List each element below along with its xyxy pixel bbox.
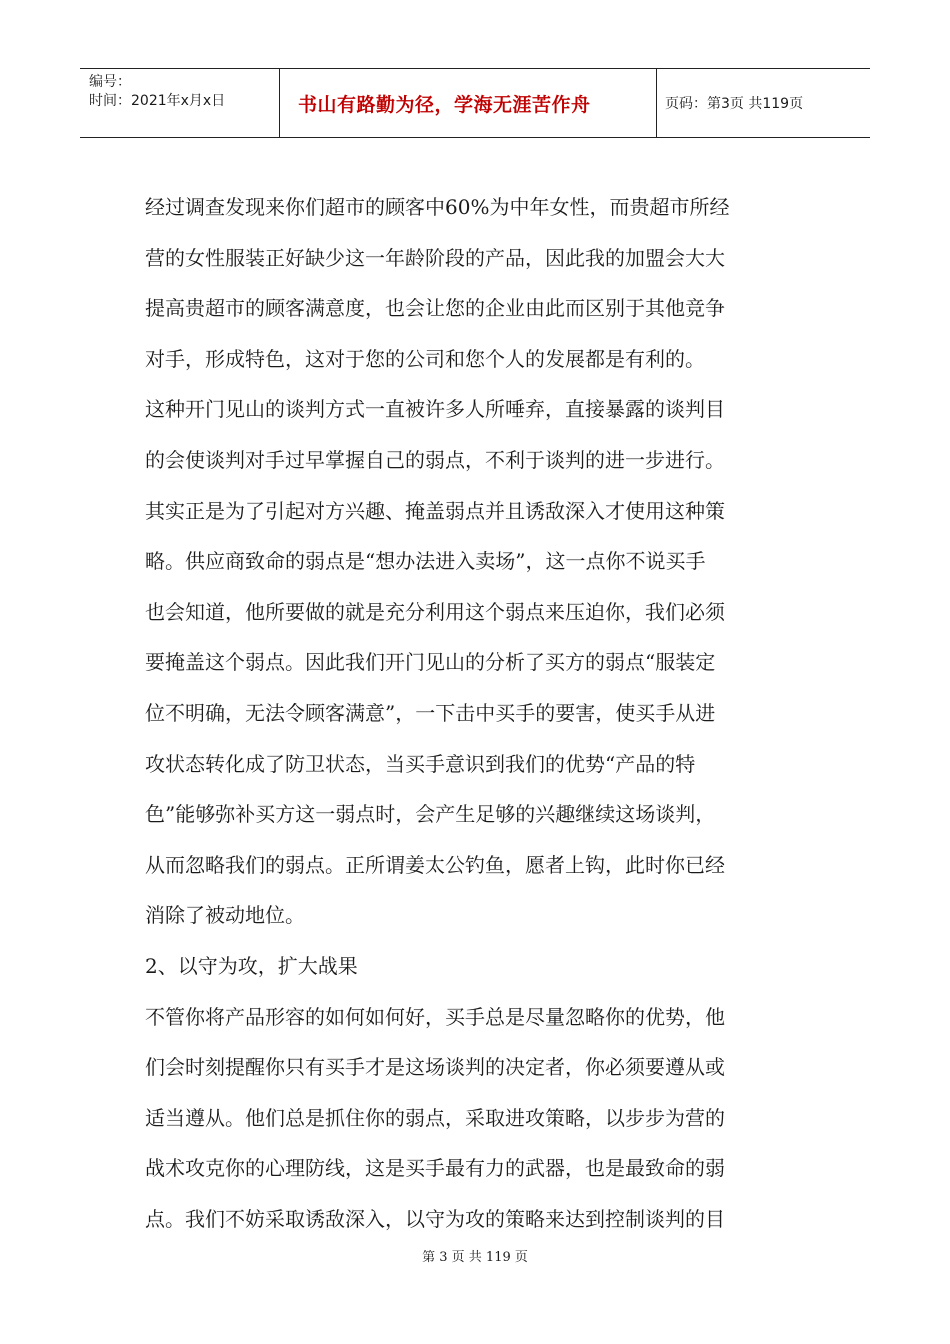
body-line: 战术攻克你的心理防线，这是买手最有力的武器，也是最致命的弱: [145, 1156, 725, 1181]
section-heading: 2、以守为攻，扩大战果: [145, 953, 358, 978]
body-line: 的会使谈判对手过早掌握自己的弱点，不利于谈判的进一步进行。: [145, 447, 725, 472]
body-line: 不管你将产品形容的如何如何好，买手总是尽量忽略你的优势，他: [145, 1004, 725, 1029]
body-line: 位不明确，无法令顾客满意”，一下击中买手的要害，使买手从进: [145, 700, 716, 725]
doc-date: 时间：2021年x月x日: [89, 93, 226, 109]
body-line: 经过调查发现来你们超市的顾客中60%为中年女性，而贵超市所经: [145, 195, 730, 219]
body-line: 提高贵超市的顾客满意度，也会让您的企业由此而区别于其他竞争: [145, 296, 725, 321]
body-line: 点。我们不妨采取诱敌深入，以守为攻的策略来达到控制谈判的目: [145, 1206, 725, 1231]
body-line: 色”能够弥补买方这一弱点时，会产生足够的兴趣继续这场谈判，: [145, 802, 716, 827]
body-line: 其实正是为了引起对方兴趣、掩盖弱点并且诱敌深入才使用这种策: [145, 498, 725, 523]
header-page-info: 页码：第3页 共119页: [665, 96, 804, 112]
body-line: 们会时刻提醒你只有买手才是这场谈判的决定者，你必须要遵从或: [145, 1055, 725, 1080]
header-motto: 书山有路勤为径，学海无涯苦作舟: [280, 69, 657, 137]
body-line: 从而忽略我们的弱点。正所谓姜太公钓鱼，愿者上钩，此时你已经: [145, 852, 725, 877]
page-footer: 第 3 页 共 119 页: [422, 1250, 528, 1265]
body-line: 对手，形成特色，这对于您的公司和您个人的发展都是有利的。: [145, 346, 705, 371]
page-header: [80, 68, 870, 138]
body-line: 这种开门见山的谈判方式一直被许多人所唾弃，直接暴露的谈判目: [145, 397, 725, 422]
body-line: 攻状态转化成了防卫状态，当买手意识到我们的优势“产品的特: [145, 751, 696, 776]
body-line: 适当遵从。他们总是抓住你的弱点，采取进攻策略，以步步为营的: [145, 1105, 725, 1130]
header-meta-cell: [80, 69, 280, 137]
body-line: 要掩盖这个弱点。因此我们开门见山的分析了买方的弱点“服装定: [145, 650, 716, 675]
doc-number-label: 编号：: [89, 74, 131, 90]
body-line: 营的女性服装正好缺少这一年龄阶段的产品，因此我的加盟会大大: [145, 245, 725, 270]
body-line: 略。供应商致命的弱点是“想办法进入卖场”，这一点你不说买手: [145, 549, 706, 574]
body-line: 消除了被动地位。: [145, 903, 305, 928]
body-text: [145, 182, 805, 1244]
body-line: 也会知道，他所要做的就是充分利用这个弱点来压迫你，我们必须: [145, 599, 725, 624]
